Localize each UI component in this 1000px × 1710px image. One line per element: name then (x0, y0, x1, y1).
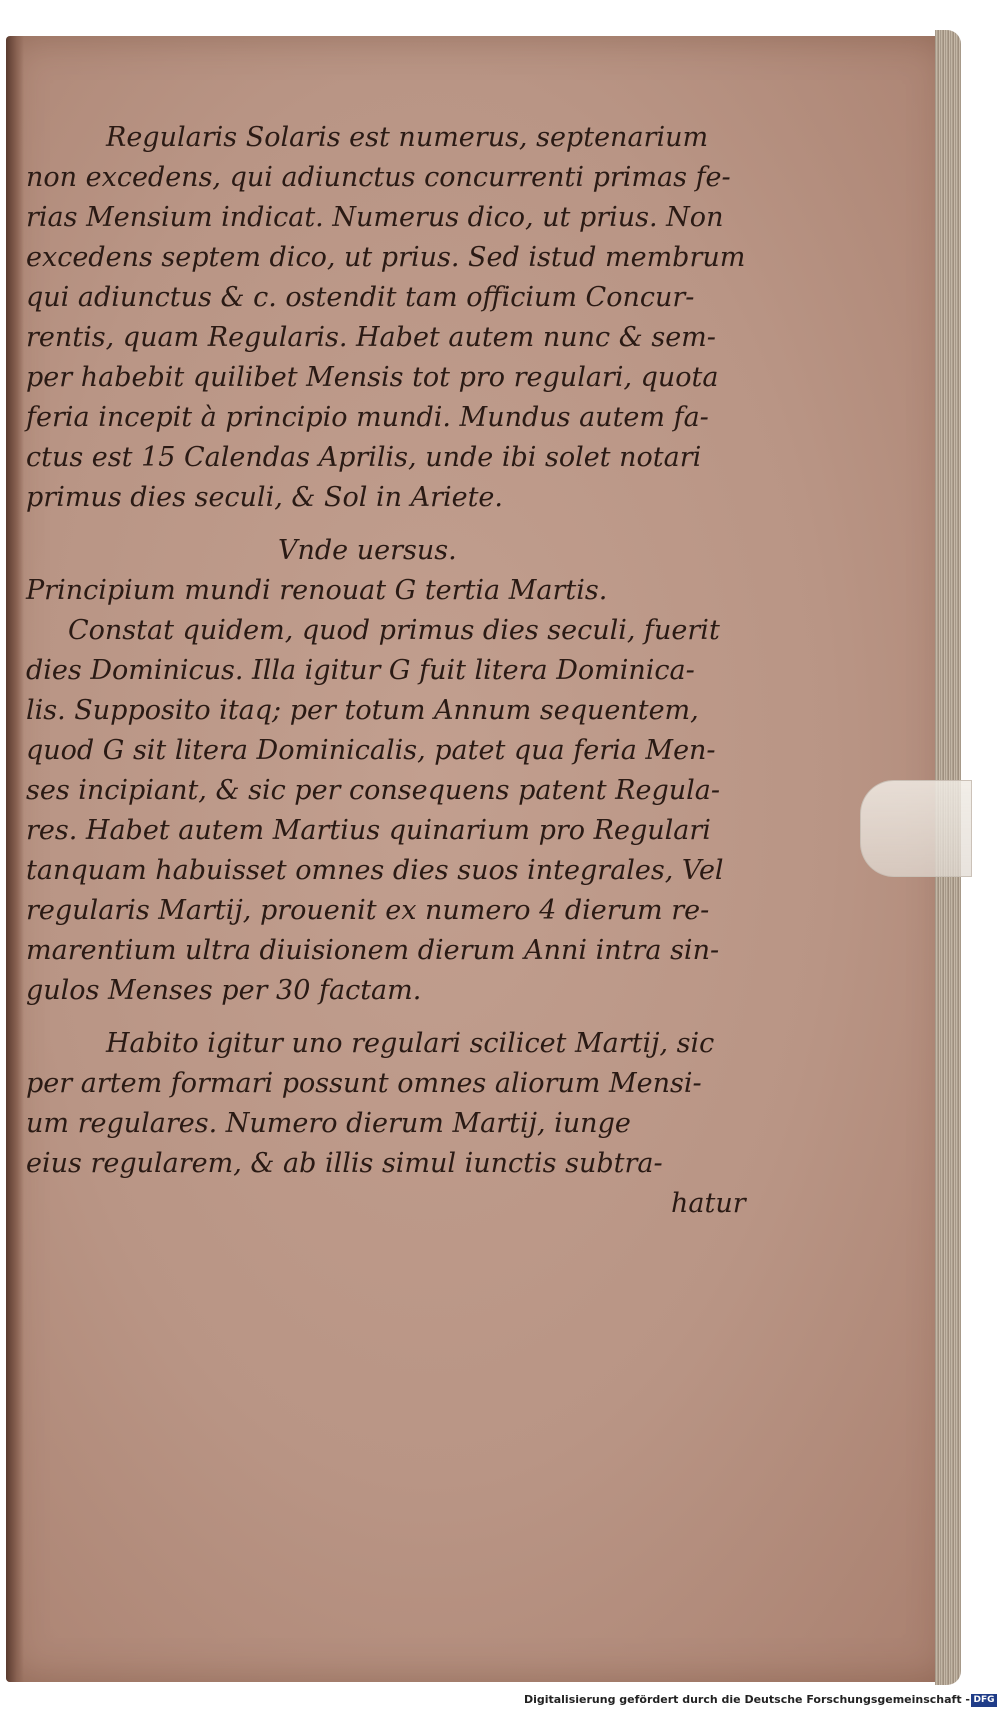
text-line: ctus est 15 Calendas Aprilis, unde ibi solet notari (26, 442, 702, 473)
paragraph-2 (26, 611, 746, 1011)
text-line: gulos Menses per 30 factam. (26, 975, 422, 1006)
text-line: qui adiunctus & c. ostendit tam officium Concur- (26, 282, 695, 313)
funding-credit: Digitalisierung gefördert durch die Deutsche Forschungsgemeinschaft - (523, 1693, 970, 1706)
text-line: per artem formari possunt omnes aliorum Mensi- (26, 1068, 702, 1099)
text-line: regularis Martij, prouenit ex numero 4 dierum re- (26, 895, 710, 926)
footer-bar (0, 1692, 1000, 1710)
text-line: quod G sit litera Dominicalis, patet qua feria Men- (26, 735, 716, 766)
text-line: marentium ultra diuisionem dierum Anni intra sin- (26, 935, 720, 966)
spacer (26, 518, 746, 531)
text-line: um regulares. Numero dierum Martij, iunge (26, 1108, 631, 1139)
paragraph-3 (26, 1024, 746, 1184)
text-line: res. Habet autem Martius quinarium pro Regulari (26, 815, 711, 846)
page-clip (860, 780, 972, 877)
verse-heading: Vnde uersus. (278, 535, 457, 566)
text-line: Habito igitur uno regulari scilicet Martij, sic (106, 1028, 715, 1059)
text-line: excedens septem dico, ut prius. Sed istud membrum (26, 242, 746, 273)
paragraph-1 (26, 118, 746, 518)
text-line: dies Dominicus. Illa igitur G fuit litera Dominica- (26, 655, 695, 686)
text-line: eius regularem, & ab illis simul iunctis subtra- (26, 1148, 663, 1179)
text-line: per habebit quilibet Mensis tot pro regulari, quota (26, 362, 719, 393)
text-line: feria incepit à principio mundi. Mundus autem fa- (26, 402, 709, 433)
text-line: primus dies seculi, & Sol in Ariete. (26, 482, 503, 513)
text-line: rentis, quam Regularis. Habet autem nunc & sem- (26, 322, 716, 353)
text-line: Regularis Solaris est numerus, septenarium (106, 122, 709, 153)
text-line: rias Mensium indicat. Numerus dico, ut prius. Non (26, 202, 724, 233)
text-line: tanquam habuisset omnes dies suos integrales, Vel (26, 855, 724, 886)
page-gutter-shadow (6, 36, 24, 1682)
text-line: lis. Supposito itaq; per totum Annum sequentem, (26, 695, 699, 726)
text-line: ses incipiant, & sic per consequens patent Regula- (26, 775, 720, 806)
dfg-logo-icon: DFG (971, 1694, 997, 1707)
catchword: hatur (671, 1188, 746, 1219)
text-line: non excedens, qui adiunctus concurrenti primas fe- (26, 162, 731, 193)
verse-line: Principium mundi renouat G tertia Martis. (26, 575, 608, 606)
text-line: Constat quidem, quod primus dies seculi, fuerit (68, 615, 720, 646)
spacer (26, 1011, 746, 1024)
page-text (26, 118, 746, 1224)
